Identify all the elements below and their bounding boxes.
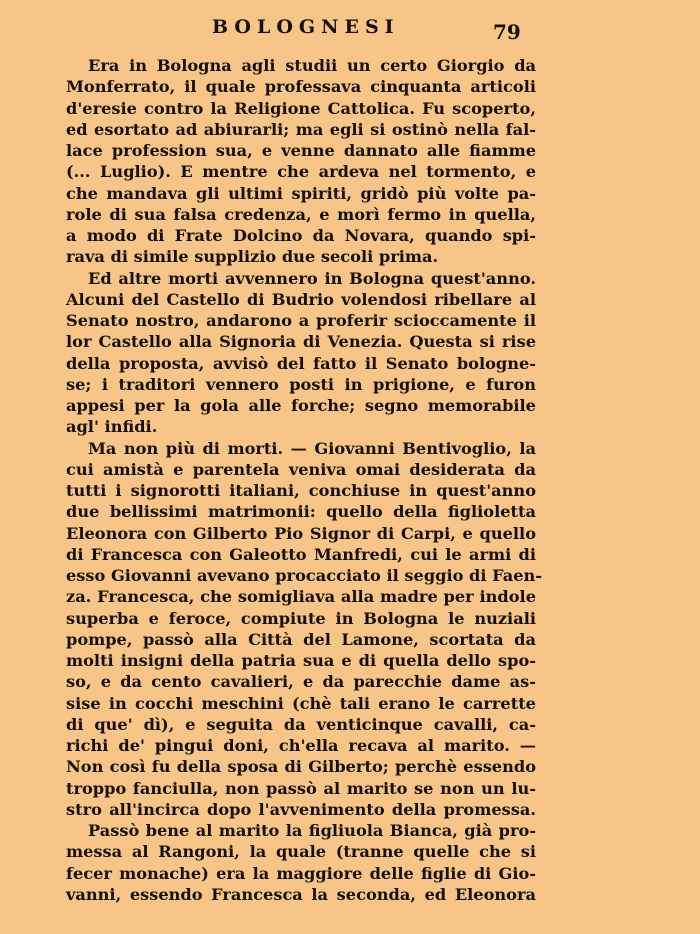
text-line: stro all'incirca dopo l'avvenimento della promessa. [66,799,536,819]
text-line: lace profession sua, e venne dannato alle fiamme [66,141,536,160]
text-line: Eleonora con Gilberto Pio Signor di Carpi, e quello [66,523,536,543]
text-line: esso Giovanni avevano procacciato il seggio di Faen- [66,566,543,585]
text-line: di que' dì), e seguita da venticinque cavalli, ca- [66,714,536,734]
text-line: della proposta, avvisò del fatto il Senato bologne- [66,353,536,373]
text-line: ed esortato ad abiurarli; ma egli si ostinò nella fal- [66,119,536,139]
text-line: Ma non più di morti. — Giovanni Bentivoglio, la [88,438,536,458]
text-line: due bellissimi matrimonii: quello della figlioletta [66,502,536,522]
text-line: za. Francesca, che somigliava alla madre per indole [66,587,536,607]
text-line: troppo fanciulla, non passò al marito se non un lu- [66,778,536,798]
text-line: (... Luglio). E mentre che ardeva nel tormento, e [66,162,536,182]
text-line: pompe, passò alla Città del Lamone, scortata da [66,629,536,649]
text-line: fecer monache) era la maggiore delle figlie di Gio- [66,863,536,883]
text-line: Senato nostro, andarono a proferir scioccamente il [66,311,536,330]
text-line: superba e feroce, compiute in Bologna le nuziali [66,608,536,628]
text-line: Monferrato, il quale professava cinquanta articoli [66,77,536,97]
text-line: Alcuni del Castello di Budrio volendosi ribellare al [66,289,536,309]
text-line: a modo di Frate Dolcino da Novara, quando spi- [66,226,536,245]
text-line: Ed altre morti avvennero in Bologna quest'anno. [88,268,536,288]
text-line: appesi per la gola alle forche; segno memorabile [66,396,536,415]
page-number: 79 [493,20,521,44]
text-line: lor Castello alla Signoria di Venezia. Questa si rise [66,332,536,352]
running-title: BOLOGNESI [212,16,400,38]
text-line: role di sua falsa credenza, e morì fermo in quella, [66,204,536,224]
running-head [0,16,700,46]
text-line: se; i traditori vennero posti in prigione, e furon [66,374,536,394]
text-line: tutti i signorotti italiani, conchiuse in quest'anno [66,481,536,500]
body-text [66,55,543,905]
text-line: so, e da cento cavalieri, e da parecchie dame as- [66,672,536,692]
text-line: sise in cocchi meschini (chè tali erano le carrette [66,693,536,713]
text-line: cui amistà e parentela veniva omai desiderata da [66,459,536,479]
text-line: che mandava gli ultimi spiriti, gridò più volte pa- [66,183,536,203]
text-line: vanni, essendo Francesca la seconda, ed Eleonora [66,884,536,904]
text-line: messa al Rangoni, la quale (tranne quelle che si [66,842,536,862]
text-line: richi de' pingui doni, ch'ella recava al marito. — [66,736,536,755]
text-line: molti insigni della patria sua e di quella dello spo- [66,651,536,670]
text-line: Non così fu della sposa di Gilberto; perchè essendo [66,757,536,777]
text-line: rava di simile supplizio due secoli prima. [66,247,439,267]
text-line: Passò bene al marito la figliuola Bianca, già pro- [88,821,536,840]
text-line: d'eresie contro la Religione Cattolica. Fu scoperto, [66,98,536,118]
text-line: Era in Bologna agli studii un certo Giorgio da [88,56,536,75]
text-line: di Francesca con Galeotto Manfredi, cui le armi di [66,544,536,564]
text-line: agl' infidi. [66,417,158,437]
